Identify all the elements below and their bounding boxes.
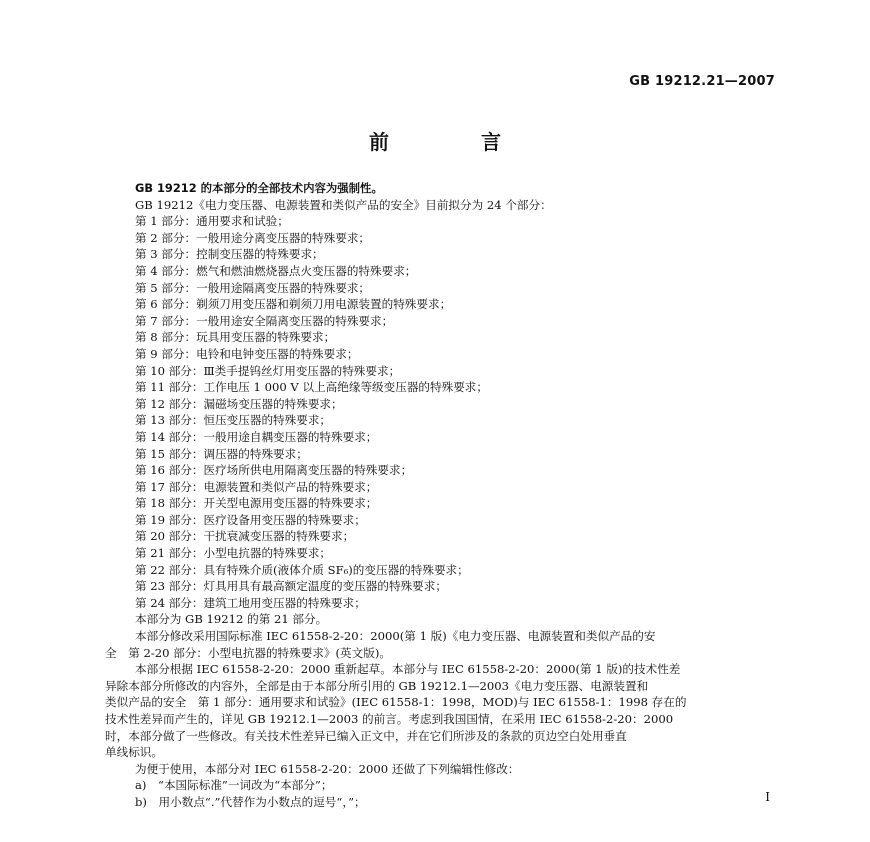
- document-body: [105, 180, 777, 811]
- paragraph-line: 本部分修改采用国际标准 IEC 61558-2-20：2000(第 1 版)《电力变压器、电源装置和类似产品的安: [135, 629, 656, 644]
- paragraph-line: 时，本部分做了一些修改。有关技术性差异已编入正文中，并在它们所涉及的条款的页边空白处用垂直: [105, 728, 627, 743]
- list-item: 第 10 部分：Ⅲ类手提钨丝灯用变压器的特殊要求；: [135, 363, 401, 378]
- list-item: 第 9 部分：电铃和电钟变压器的特殊要求；: [135, 346, 359, 361]
- list-item: b) 用小数点“.”代替作为小数点的逗号“，”；: [135, 794, 366, 809]
- page-title: 前 言: [369, 130, 537, 154]
- list-item: 第 21 部分：小型电抗器的特殊要求；: [135, 546, 332, 561]
- list-item: 第 12 部分：漏磁场变压器的特殊要求；: [135, 396, 343, 411]
- list-item: 第 20 部分：干扰衰减变压器的特殊要求；: [135, 529, 355, 544]
- list-item: 第 19 部分：医疗设备用变压器的特殊要求；: [135, 512, 366, 527]
- list-item: 第 15 部分：调压器的特殊要求；: [135, 446, 308, 461]
- list-item: 第 5 部分：一般用途隔离变压器的特殊要求；: [135, 280, 371, 295]
- paragraph-line: 类似产品的安全 第 1 部分：通用要求和试验》(IEC 61558-1：1998，MOD)与 IEC 61558-1：1998 存在的: [105, 695, 687, 710]
- list-item: 第 17 部分：电源装置和类似产品的特殊要求；: [135, 479, 378, 494]
- standard-number: GB 19212.21—2007: [629, 74, 775, 89]
- paragraph-line: 本部分根据 IEC 61558-2-20：2000 重新起草。本部分与 IEC 61558-2-20：2000(第 1 版)的技术性差: [135, 662, 681, 677]
- adoption-paragraph: [105, 628, 777, 661]
- list-item: 第 4 部分：燃气和燃油燃烧器点火变压器的特殊要求；: [135, 263, 417, 278]
- this-part-statement: 本部分为 GB 19212 的第 21 部分。: [135, 612, 328, 627]
- editorial-intro: 为便于使用，本部分对 IEC 61558-2-20：2000 还做了下列编辑性修改：: [135, 761, 520, 776]
- list-item: 第 7 部分：一般用途安全隔离变压器的特殊要求；: [135, 313, 394, 328]
- paragraph-line: 单线标识。: [105, 745, 163, 760]
- list-item: 第 6 部分：剃须刀用变压器和剃须刀用电源装置的特殊要求；: [135, 297, 452, 312]
- list-item: 第 2 部分：一般用途分离变压器的特殊要求；: [135, 230, 371, 245]
- list-item: 第 22 部分：具有特殊介质(液体介质 SF₆)的变压器的特殊要求；: [135, 562, 469, 577]
- list-item: 第 11 部分：工作电压 1 000 V 以上高绝缘等级变压器的特殊要求；: [135, 380, 488, 395]
- paragraph-line: 技术性差异而产生的，详见 GB 19212.1—2003 的前言。考虑到我国国情，在采用 IEC 61558-2-20：2000: [105, 712, 674, 726]
- paragraph-line: 全 第 2-20 部分：小型电抗器的特殊要求》(英文版)。: [105, 645, 391, 660]
- list-item: 第 3 部分：控制变压器的特殊要求；: [135, 247, 324, 262]
- list-item: 第 16 部分：医疗场所供电用隔离变压器的特殊要求；: [135, 463, 413, 478]
- page-number: I: [765, 790, 770, 804]
- list-item: 第 24 部分：建筑工地用变压器的特殊要求；: [135, 595, 366, 610]
- list-item: 第 1 部分：通用要求和试验；: [135, 214, 289, 229]
- drafting-paragraph: [105, 661, 777, 761]
- list-item: 第 18 部分：开关型电源用变压器的特殊要求；: [135, 496, 378, 511]
- list-item: a) “本国际标准”一词改为“本部分”；: [135, 778, 333, 793]
- mandatory-statement: GB 19212 的本部分的全部技术内容为强制性。: [135, 181, 383, 195]
- paragraph-line: 异除本部分所修改的内容外，全部是由于本部分所引用的 GB 19212.1—2003《电力变压器、电源装置和: [105, 678, 649, 693]
- list-item: 第 13 部分：恒压变压器的特殊要求；: [135, 413, 332, 428]
- list-item: 第 8 部分：玩具用变压器的特殊要求；: [135, 330, 336, 345]
- list-item: 第 23 部分：灯具用具有最高额定温度的变压器的特殊要求；: [135, 579, 447, 594]
- list-item: 第 14 部分：一般用途自耦变压器的特殊要求；: [135, 429, 378, 444]
- series-intro: GB 19212《电力变压器、电源装置和类似产品的安全》目前拟分为 24 个部分：: [135, 197, 552, 212]
- parts-list: [105, 213, 777, 611]
